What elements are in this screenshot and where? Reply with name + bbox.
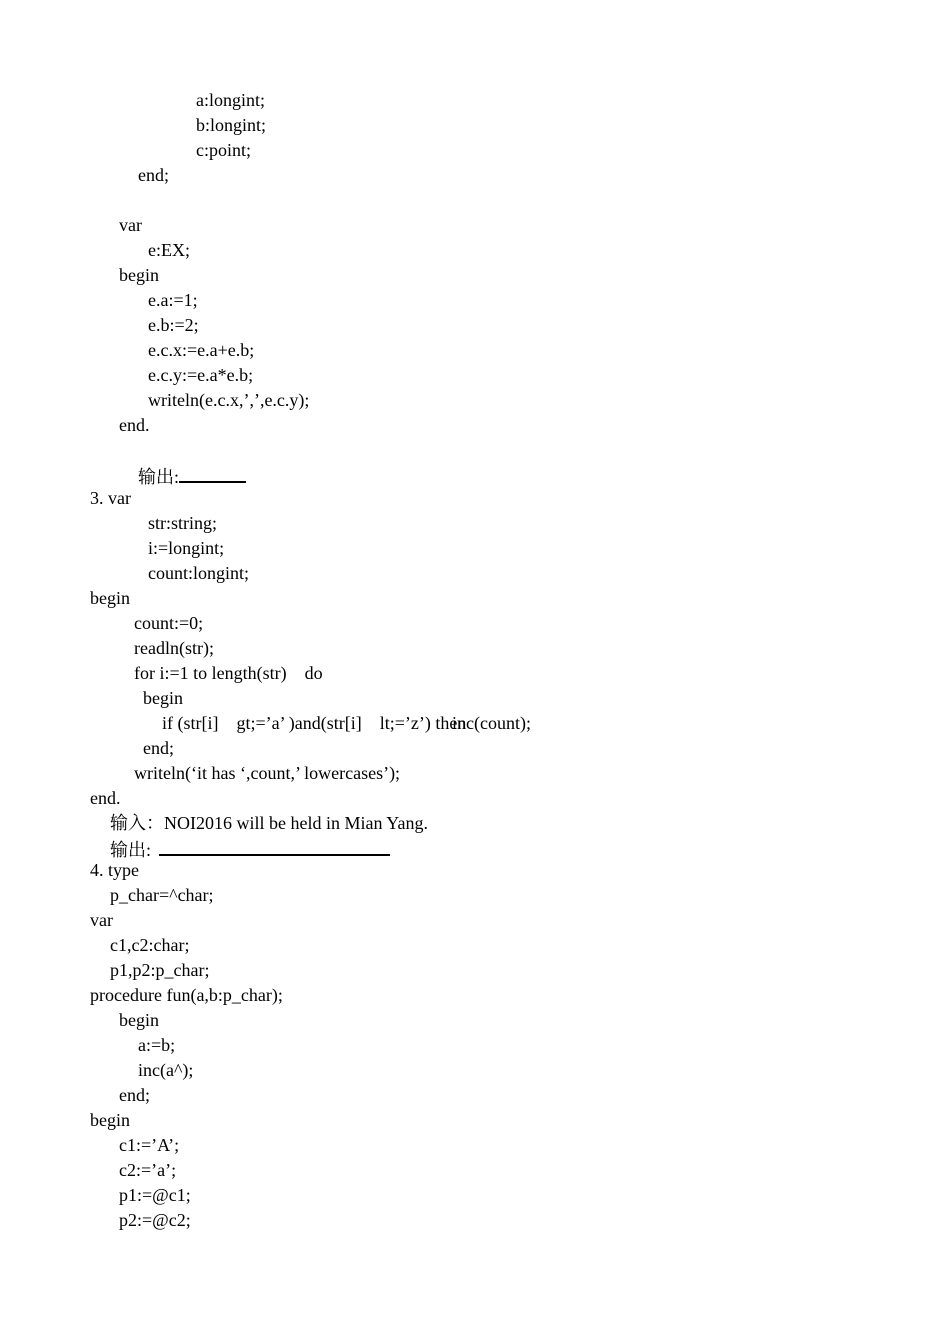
code-line-for: for i:=1 to length(str) do [134,663,323,683]
code-line-proc-assign: a:=b; [138,1035,176,1055]
code-line-field-b: b:longint; [196,115,267,135]
section-header: 3. var [90,488,131,508]
code-line-writeln: writeln(‘it has ‘,count,’ lowercases’); [134,763,401,783]
code-line-stmt-a: e.a:=1; [148,290,198,310]
code-line-var-e: e:EX; [148,240,190,260]
code-line-stmt-writeln: writeln(e.c.x,’,’,e.c.y); [148,390,310,410]
code-line-var-i: i:=longint; [148,538,225,558]
code-line-main-begin: begin [90,1110,130,1130]
code-line-var: var [90,910,113,930]
code-line-begin: begin [90,588,130,608]
code-line-proc-inc: inc(a^); [138,1060,194,1080]
code-line-proc-decl: procedure fun(a,b:p_char); [90,985,283,1005]
code-line-p1: p1:=@c1; [119,1185,191,1205]
code-line-p2: p2:=@c2; [119,1210,191,1230]
code-line-inc: inc(count); [452,713,531,733]
code-line-c1: c1:=’A’; [119,1135,180,1155]
code-line-count0: count:=0; [134,613,204,633]
output-line-section3 [110,836,390,861]
output-label: 输出: [110,840,152,860]
input-line: 输入：NOI2016 will be held in Mian Yang. [110,813,428,833]
code-line-var-str: str:string; [148,513,218,533]
code-line-field-c: c:point; [196,140,251,160]
code-line-proc-end: end; [119,1085,150,1105]
code-line-end: end. [119,415,150,435]
code-line-inner-begin: begin [143,688,183,708]
code-line-record-end: end; [138,165,169,185]
code-line-var-c: c1,c2:char; [110,935,190,955]
code-line-var-p: p1,p2:p_char; [110,960,210,980]
code-line-stmt-cx: e.c.x:=e.a+e.b; [148,340,255,360]
section-header: 4. type [90,860,139,880]
code-line-proc-begin: begin [119,1010,159,1030]
code-line-c2: c2:=’a’; [119,1160,177,1180]
answer-blank[interactable] [159,836,390,856]
code-line-if: if (str[i] gt;=’a’ )and(str[i] lt;=’z’) then [162,713,467,733]
code-line-field-a: a:longint; [196,90,265,110]
code-line-var: var [119,215,142,235]
code-line-type-decl: p_char=^char; [110,885,214,905]
answer-blank[interactable] [179,463,246,483]
code-line-readln: readln(str); [134,638,214,658]
output-line-section2 [138,463,246,488]
output-label: 输出: [138,467,180,487]
code-line-inner-end: end; [143,738,174,758]
code-line-begin: begin [119,265,159,285]
code-line-stmt-cy: e.c.y:=e.a*e.b; [148,365,254,385]
code-line-stmt-b: e.b:=2; [148,315,199,335]
code-line-end: end. [90,788,121,808]
code-line-var-count: count:longint; [148,563,249,583]
